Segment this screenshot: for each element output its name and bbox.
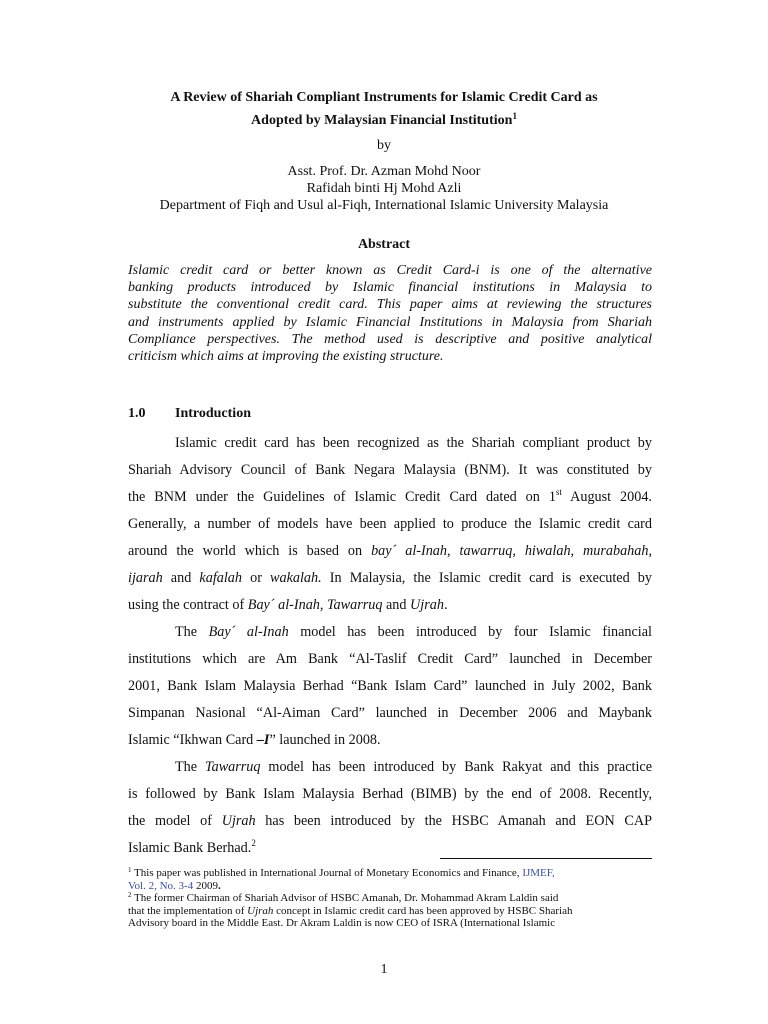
body-line <box>128 484 652 511</box>
abstract-line: Islamic credit card or better known as Credit Card-i is one of the alternative <box>128 263 652 278</box>
italic-term: ijarah <box>128 570 163 586</box>
body-text: the model of <box>128 813 222 829</box>
body-text: The <box>175 759 206 775</box>
italic-term: Ujrah <box>410 597 444 613</box>
italic-term: Tawarruq <box>205 759 261 775</box>
introduction-body <box>128 430 652 862</box>
abstract-line: substitute the conventional credit card. This paper aims at reviewing the structures <box>128 297 652 313</box>
body-line <box>128 592 652 619</box>
italic-term: wakalah. <box>270 570 322 586</box>
abstract-line: criticism which aims at improving the existing structure. <box>128 349 444 365</box>
footnote-text: that the implementation of <box>128 904 248 917</box>
footnote-text: This paper was published in International Journal of Monetary Economics and Finance, <box>131 867 523 879</box>
section-heading <box>128 406 251 422</box>
italic-term: tawarruq, hiwalah, murabahah, <box>459 543 652 559</box>
italic-term: Ujrah <box>221 813 256 829</box>
italic-term: –I <box>256 732 270 748</box>
italic-term: bay´ al-Inah <box>371 543 447 559</box>
body-text: ” launched in 2008. <box>269 732 381 748</box>
body-line: Generally, a number of models have been applied to produce the Islamic credit card <box>128 516 652 532</box>
body-text: around the world which is based on <box>128 543 372 559</box>
paper-title-line-2-text: Adopted by Malaysian Financial Institution <box>251 113 513 128</box>
body-line: Simpanan Nasional “Al-Aiman Card” launched in December 2006 and Maybank <box>128 705 652 721</box>
body-line <box>128 754 652 781</box>
footnote-1 <box>128 867 652 892</box>
body-text: , <box>447 543 460 559</box>
body-text: or <box>241 570 271 586</box>
abstract-heading: Abstract <box>357 237 411 252</box>
body-text: and <box>382 597 411 613</box>
body-line: institutions which are Am Bank “Al-Taslif Credit Card” launched in December <box>128 651 652 667</box>
footnote-line <box>128 880 652 893</box>
paper-title-line-1: A Review of Shariah Compliant Instruments for Islamic Credit Card as <box>170 90 598 105</box>
paper-title-line-2 <box>100 112 668 129</box>
italic-term: Bay´ al-Inah, Tawarruq <box>247 597 383 613</box>
abstract-body <box>128 262 652 365</box>
journal-year: 2009 <box>195 879 218 892</box>
body-text: . <box>443 597 448 613</box>
footnote-mark: 1 <box>128 866 132 874</box>
body-line <box>128 619 652 646</box>
abstract-line: and instruments applied by Islamic Financial Institutions in Malaysia from Shariah <box>128 314 652 330</box>
body-line <box>128 538 652 565</box>
body-text: Islamic “Ikhwan Card <box>128 732 257 748</box>
footnote-line <box>128 867 652 880</box>
body-line: Shariah Advisory Council of Bank Negara Malaysia (BNM). It was constituted by <box>128 462 652 478</box>
body-line: is followed by Bank Islam Malaysia Berhad (BIMB) by the end of 2008. Recently, <box>128 786 652 802</box>
footnote-divider <box>440 858 652 859</box>
body-text: Islamic Bank Berhad. <box>128 840 252 856</box>
footnote-line <box>128 905 652 918</box>
body-text: model has been introduced by four Islamic financial <box>288 624 652 640</box>
abstract-line: banking products introduced by Islamic financial institutions in Malaysia to <box>128 280 652 296</box>
body-text: the BNM under the Guidelines of Islamic Credit Card dated on 1 <box>128 489 556 505</box>
footnote-text: The former Chairman of Shariah Advisor of HSBC Amanah, Dr. Mohammad Akram Laldin said <box>131 892 559 904</box>
italic-term: Bay´ al-Inah <box>208 624 289 640</box>
footnote-text: . <box>217 879 221 892</box>
footnote-ref-2[interactable]: 2 <box>251 838 256 848</box>
body-text: In Malaysia, the Islamic credit card is executed by <box>321 570 652 586</box>
page-number: 1 <box>380 962 388 977</box>
footnote-line <box>128 892 652 905</box>
journal-abbrev: IJMEF, <box>522 867 555 879</box>
section-number: 1.0 <box>128 406 146 421</box>
body-text: using the contract of <box>128 597 248 613</box>
body-text: model has been introduced by Bank Rakyat and this practice <box>260 759 652 775</box>
author-2: Rafidah binti Hj Mohd Azli <box>306 181 462 196</box>
body-line: 2001, Bank Islam Malaysia Berhad “Bank Islam Card” launched in July 2002, Bank <box>128 678 652 694</box>
body-line <box>128 565 652 592</box>
italic-term: kafalah <box>199 570 242 586</box>
section-title: Introduction <box>175 406 251 421</box>
italic-term: Ujrah <box>247 904 274 917</box>
body-text: and <box>162 570 200 586</box>
body-line <box>128 808 652 835</box>
body-line <box>128 727 652 754</box>
body-text: The <box>175 624 209 640</box>
footnote-mark: 2 <box>128 891 132 899</box>
journal-volume: Vol. 2, No. 3-4 <box>128 879 196 892</box>
affiliation: Department of Fiqh and Usul al-Fiqh, International Islamic University Malaysia <box>159 198 609 213</box>
footnote-2 <box>128 892 652 930</box>
by-line: by <box>377 138 391 153</box>
footnote-text: concept in Islamic credit card has been approved by HSBC Shariah <box>273 904 573 917</box>
ordinal-suffix: st <box>555 487 562 497</box>
body-text: has been introduced by the HSBC Amanah and EON CAP <box>255 813 653 829</box>
abstract-line: Compliance perspectives. The method used is descriptive and positive analytical <box>128 331 652 347</box>
author-1: Asst. Prof. Dr. Azman Mohd Noor <box>287 164 481 179</box>
title-footnote-ref[interactable]: 1 <box>512 111 517 121</box>
body-line: Islamic credit card has been recognized as the Shariah compliant product by <box>175 435 652 451</box>
body-text: August 2004. <box>561 489 652 505</box>
footnote-line: Advisory board in the Middle East. Dr Akram Laldin is now CEO of ISRA (International Islamic <box>128 917 556 930</box>
